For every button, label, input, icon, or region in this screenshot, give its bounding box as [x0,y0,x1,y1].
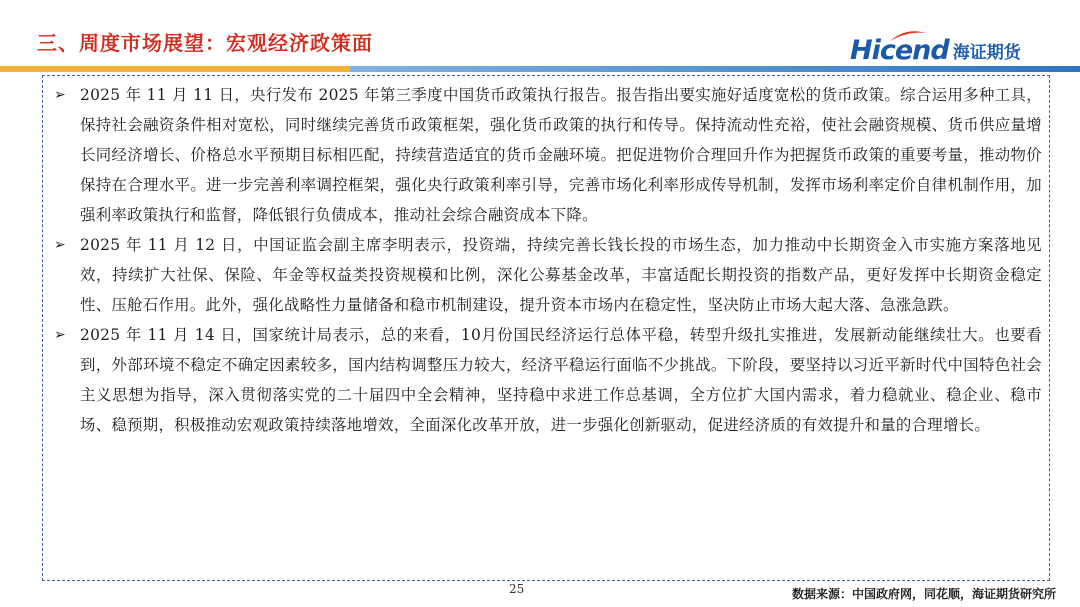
logo-swoosh-icon [888,29,928,43]
accent-bar-orange [0,66,350,72]
list-item-text: 2025 年 11 月 12 日，中国证监会副主席李明表示，投资端，持续完善长钱长投的市场生态，加力推动中长期资金入市实施方案落地见效，持续扩大社保、保险、年金等权益类投资规模和比例，深化公募基金改革，丰富适配长期投资的指数产品，更好发挥中长期资金稳定性、压舱石作用。此外，强化战略性力量储备和稳市机制建设，提升资本市场内在稳定性，坚决防止市场大起大落、急涨急跌。 [80,236,1042,314]
logo-wordmark: Hicend [850,37,949,64]
header-accent-bar [0,66,1080,72]
arrow-bullet-icon: ➢ [54,327,66,343]
list-item [52,80,1042,230]
data-source-note: 数据来源：中国政府网，同花顺，海证期货研究所 [791,587,1056,601]
list-item-text: 2025 年 11 月 14 日，国家统计局表示，总的来看，10月份国民经济运行总体平稳，转型升级扎实推进，发展新动能继续壮大。也要看到，外部环境不稳定不确定因素较多，国内结构调整压力较大，经济平稳运行面临不少挑战。下阶段，要坚持以习近平新时代中国特色社会主义思想为指导，深入贯彻落实党的二十届四中全会精神，坚持稳中求进工作总基调，全方位扩大国内需求，着力稳就业、稳企业、稳市场、稳预期，积极推动宏观政策持续落地增效，全面深化改革开放，进一步强化创新驱动，促进经济质的有效提升和量的合理增长。 [80,326,1042,434]
page-number: 25 [509,582,525,596]
news-list [52,80,1042,440]
page-title: 三、周度市场展望：宏观经济政策面 [37,31,373,55]
list-item [52,320,1042,440]
logo-chinese-name: 海证期货 [952,43,1021,63]
list-item [52,230,1042,320]
accent-bar-blue [350,66,1080,72]
brand-logo [850,28,1021,64]
list-item-text: 2025 年 11 月 11 日，央行发布 2025 年第三季度中国货币政策执行报告。报告指出要实施好适度宽松的货币政策。综合运用多种工具，保持社会融资条件相对宽松，同时继续完善货币政策框架，强化货币政策的执行和传导。保持流动性充裕，使社会融资规模、货币供应量增长同经济增长、价格总水平预期目标相匹配，持续营造适宜的货币金融环境。把促进物价合理回升作为把握货币政策的重要考量，推动物价保持在合理水平。进一步完善利率调控框架，强化央行政策利率引导，完善市场化利率形成传导机制，发挥市场利率定价自律机制作用，加强利率政策执行和监督，降低银行负债成本，推动社会综合融资成本下降。 [80,86,1042,224]
arrow-bullet-icon: ➢ [54,87,66,103]
arrow-bullet-icon: ➢ [54,237,66,253]
